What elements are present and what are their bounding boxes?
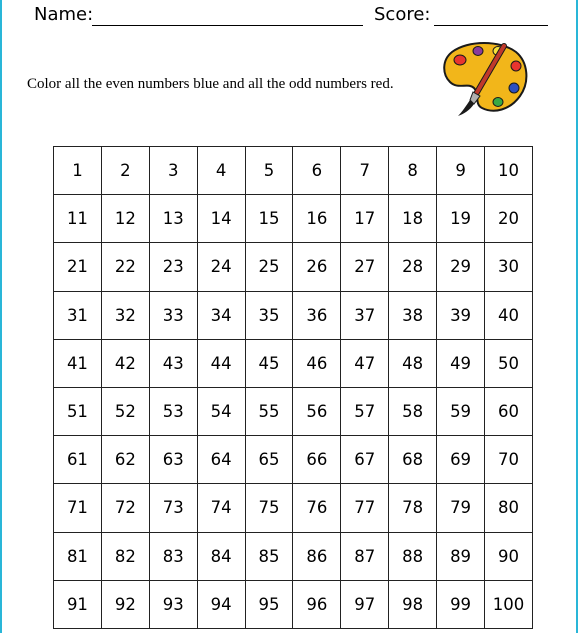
number-cell[interactable]: 97 [341, 580, 389, 628]
number-cell[interactable]: 10 [485, 147, 533, 195]
left-page-border [0, 0, 2, 633]
number-cell[interactable]: 4 [197, 147, 245, 195]
number-cell[interactable]: 8 [389, 147, 437, 195]
name-label: Name: [34, 4, 94, 25]
number-cell[interactable]: 80 [485, 484, 533, 532]
number-cell[interactable]: 1 [54, 147, 102, 195]
number-cell[interactable]: 47 [341, 339, 389, 387]
number-cell[interactable]: 81 [54, 532, 102, 580]
number-cell[interactable]: 85 [245, 532, 293, 580]
grid-row [54, 436, 533, 484]
number-cell[interactable]: 45 [245, 339, 293, 387]
number-cell[interactable]: 61 [54, 436, 102, 484]
number-cell[interactable]: 33 [149, 291, 197, 339]
number-cell[interactable]: 40 [485, 291, 533, 339]
number-cell[interactable]: 37 [341, 291, 389, 339]
number-cell[interactable]: 44 [197, 339, 245, 387]
number-cell[interactable]: 17 [341, 195, 389, 243]
number-cell[interactable]: 22 [101, 243, 149, 291]
number-cell[interactable]: 46 [293, 339, 341, 387]
number-cell[interactable]: 24 [197, 243, 245, 291]
number-cell[interactable]: 86 [293, 532, 341, 580]
paint-blob-red [454, 55, 466, 65]
number-cell[interactable]: 98 [389, 580, 437, 628]
name-blank-line[interactable] [92, 25, 363, 26]
number-cell[interactable]: 15 [245, 195, 293, 243]
number-cell[interactable]: 5 [245, 147, 293, 195]
number-cell[interactable]: 75 [245, 484, 293, 532]
number-cell[interactable]: 67 [341, 436, 389, 484]
grid-row [54, 387, 533, 435]
number-cell[interactable]: 35 [245, 291, 293, 339]
number-cell[interactable]: 6 [293, 147, 341, 195]
number-cell[interactable]: 74 [197, 484, 245, 532]
number-cell[interactable]: 77 [341, 484, 389, 532]
instruction-text: Color all the even numbers blue and all the odd numbers red. [27, 76, 394, 92]
number-cell[interactable]: 52 [101, 387, 149, 435]
number-cell[interactable]: 82 [101, 532, 149, 580]
number-cell[interactable]: 70 [485, 436, 533, 484]
number-cell[interactable]: 26 [293, 243, 341, 291]
number-cell[interactable]: 91 [54, 580, 102, 628]
number-cell[interactable]: 60 [485, 387, 533, 435]
number-cell[interactable]: 51 [54, 387, 102, 435]
number-cell[interactable]: 95 [245, 580, 293, 628]
number-cell[interactable]: 29 [437, 243, 485, 291]
grid-row [54, 532, 533, 580]
grid-row [54, 147, 533, 195]
number-cell[interactable]: 14 [197, 195, 245, 243]
number-cell[interactable]: 50 [485, 339, 533, 387]
number-cell[interactable]: 28 [389, 243, 437, 291]
number-cell[interactable]: 36 [293, 291, 341, 339]
number-cell[interactable]: 90 [485, 532, 533, 580]
grid-row [54, 580, 533, 628]
number-cell[interactable]: 30 [485, 243, 533, 291]
number-cell[interactable]: 59 [437, 387, 485, 435]
paint-blob-purple [473, 47, 483, 56]
number-cell[interactable]: 94 [197, 580, 245, 628]
paint-palette-icon [440, 38, 530, 120]
number-cell[interactable]: 72 [101, 484, 149, 532]
score-label: Score: [374, 4, 431, 25]
number-cell[interactable]: 62 [101, 436, 149, 484]
grid-row [54, 484, 533, 532]
number-cell[interactable]: 13 [149, 195, 197, 243]
number-cell[interactable]: 88 [389, 532, 437, 580]
grid-row [54, 339, 533, 387]
number-cell[interactable]: 89 [437, 532, 485, 580]
number-cell[interactable]: 7 [341, 147, 389, 195]
number-cell[interactable]: 2 [101, 147, 149, 195]
number-cell[interactable]: 9 [437, 147, 485, 195]
paint-blob-green [493, 98, 503, 107]
paint-blob-blue [509, 83, 519, 93]
number-cell[interactable]: 21 [54, 243, 102, 291]
number-cell[interactable]: 38 [389, 291, 437, 339]
paint-blob-red-2 [511, 61, 521, 71]
number-cell[interactable]: 73 [149, 484, 197, 532]
number-cell[interactable]: 32 [101, 291, 149, 339]
number-cell[interactable]: 27 [341, 243, 389, 291]
number-cell[interactable]: 54 [197, 387, 245, 435]
number-cell[interactable]: 87 [341, 532, 389, 580]
number-cell[interactable]: 39 [437, 291, 485, 339]
number-cell[interactable]: 58 [389, 387, 437, 435]
number-cell[interactable]: 66 [293, 436, 341, 484]
number-cell[interactable]: 68 [389, 436, 437, 484]
number-cell[interactable]: 57 [341, 387, 389, 435]
number-cell[interactable]: 53 [149, 387, 197, 435]
number-cell[interactable]: 71 [54, 484, 102, 532]
number-cell[interactable]: 65 [245, 436, 293, 484]
number-cell[interactable]: 78 [389, 484, 437, 532]
hundreds-chart [53, 146, 533, 629]
number-cell[interactable]: 93 [149, 580, 197, 628]
number-cell[interactable]: 42 [101, 339, 149, 387]
number-cell[interactable]: 49 [437, 339, 485, 387]
number-cell[interactable]: 48 [389, 339, 437, 387]
number-cell[interactable]: 12 [101, 195, 149, 243]
number-cell[interactable]: 84 [197, 532, 245, 580]
grid-row [54, 243, 533, 291]
number-cell[interactable]: 23 [149, 243, 197, 291]
number-cell[interactable]: 96 [293, 580, 341, 628]
number-cell[interactable]: 31 [54, 291, 102, 339]
number-cell[interactable]: 83 [149, 532, 197, 580]
number-cell[interactable]: 79 [437, 484, 485, 532]
number-cell[interactable]: 11 [54, 195, 102, 243]
number-cell[interactable]: 99 [437, 580, 485, 628]
number-cell[interactable]: 41 [54, 339, 102, 387]
number-cell[interactable]: 63 [149, 436, 197, 484]
number-cell[interactable]: 76 [293, 484, 341, 532]
number-cell[interactable]: 64 [197, 436, 245, 484]
score-blank-line[interactable] [434, 25, 548, 26]
header-row [34, 4, 548, 28]
number-cell[interactable]: 16 [293, 195, 341, 243]
number-cell[interactable]: 100 [485, 580, 533, 628]
number-cell[interactable]: 92 [101, 580, 149, 628]
grid-row [54, 291, 533, 339]
number-cell[interactable]: 20 [485, 195, 533, 243]
number-cell[interactable]: 3 [149, 147, 197, 195]
number-cell[interactable]: 19 [437, 195, 485, 243]
number-cell[interactable]: 55 [245, 387, 293, 435]
grid-row [54, 195, 533, 243]
number-cell[interactable]: 34 [197, 291, 245, 339]
number-cell[interactable]: 25 [245, 243, 293, 291]
number-cell[interactable]: 56 [293, 387, 341, 435]
number-cell[interactable]: 43 [149, 339, 197, 387]
number-cell[interactable]: 69 [437, 436, 485, 484]
number-cell[interactable]: 18 [389, 195, 437, 243]
